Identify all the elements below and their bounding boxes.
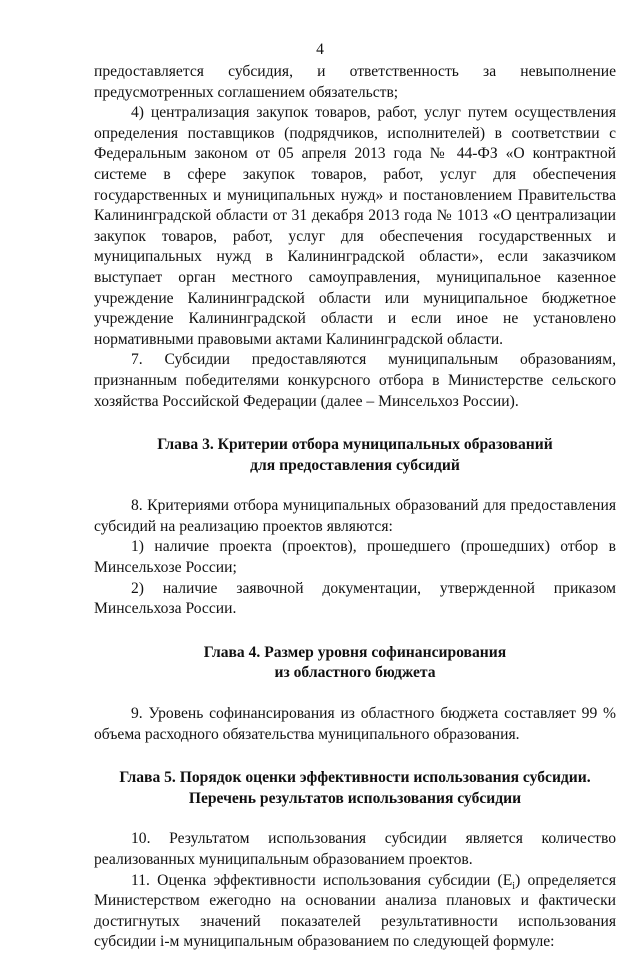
chapter-5-title-line1: Глава 5. Порядок оценки эффективности использования субсидии. — [119, 769, 591, 787]
efficiency-index-subscript: i — [512, 880, 516, 892]
paragraph-8: 8. Критериями отбора муниципальных образований для предоставления субсидий на реализацию проектов являются: — [94, 497, 616, 535]
paragraph-item-4: 4) централизация закупок товаров, работ, услуг путем осуществления определения поставщиков (подрядчиков, исполнителей) в соответствии с Федеральным законом от 05 апреля 2013 года № 44-ФЗ «О контрактной системе в сфере закупок товаров, работ, услуг для обеспечения государственных и муниципальных нужд» и постановлением Правительства Калининградской области от 31 декабря 2013 года № 1013 «О централизации закупок товаров, работ, услуг для обеспечения государственных и муниципальных нужд в Калининградской области», если заказчиком выступает орган местного самоуправления, муниципальное казенное учреждение Калининградской области или муниципальное бюджетное учреждение Калининградской области и если иное не установлено нормативными правовыми актами Калининградской области. — [94, 104, 616, 348]
paragraph-11-text-start: 11. Оценка эффективности использования субсидии (E — [131, 871, 513, 889]
paragraph-11 — [94, 871, 616, 953]
chapter-3-title-line1: Глава 3. Критерии отбора муниципальных образований — [157, 436, 553, 454]
chapter-4-title-line1: Глава 4. Размер уровня софинансирования — [203, 643, 507, 661]
paragraph-11-text-end: ) определяется Министерством ежегодно на основании анализа плановых и фактически достигнутых значений показателей результативности использования субсидии i-м муниципальным образованием по следующей формуле: — [94, 871, 617, 951]
page-number: 4 — [316, 41, 324, 58]
paragraph-8-item-2: 2) наличие заявочной документации, утвержденной приказом Минсельхоза России. — [94, 579, 616, 618]
paragraph-10: 10. Результатом использования субсидии является количество реализованных муниципальным образованием проектов. — [94, 830, 616, 868]
chapter-4-title-line2: из областного бюджета — [274, 664, 436, 682]
paragraph-9: 9. Уровень софинансирования из областного бюджета составляет 99 % объема расходного обязательства муниципального образования. — [94, 705, 616, 743]
chapter-3-title-line2: для предоставления субсидий — [250, 456, 460, 474]
paragraph-7: 7. Субсидии предоставляются муниципальным образованиям, признанным победителями конкурсного отбора в Министерстве сельского хозяйства Российской Федерации (далее – Минсельхоз России). — [94, 351, 616, 410]
paragraph-line: предоставляется субсидия, и ответственность за невыполнение — [94, 63, 616, 80]
page-content — [94, 62, 616, 953]
paragraph-line: предусмотренных соглашением обязательств; — [94, 83, 399, 101]
paragraph-8-item-1: 1) наличие проекта (проектов), прошедшего (прошедших) отбор в Минсельхозе России; — [94, 538, 616, 577]
chapter-5-title-line2: Перечень результатов использования субсидии — [188, 789, 522, 807]
